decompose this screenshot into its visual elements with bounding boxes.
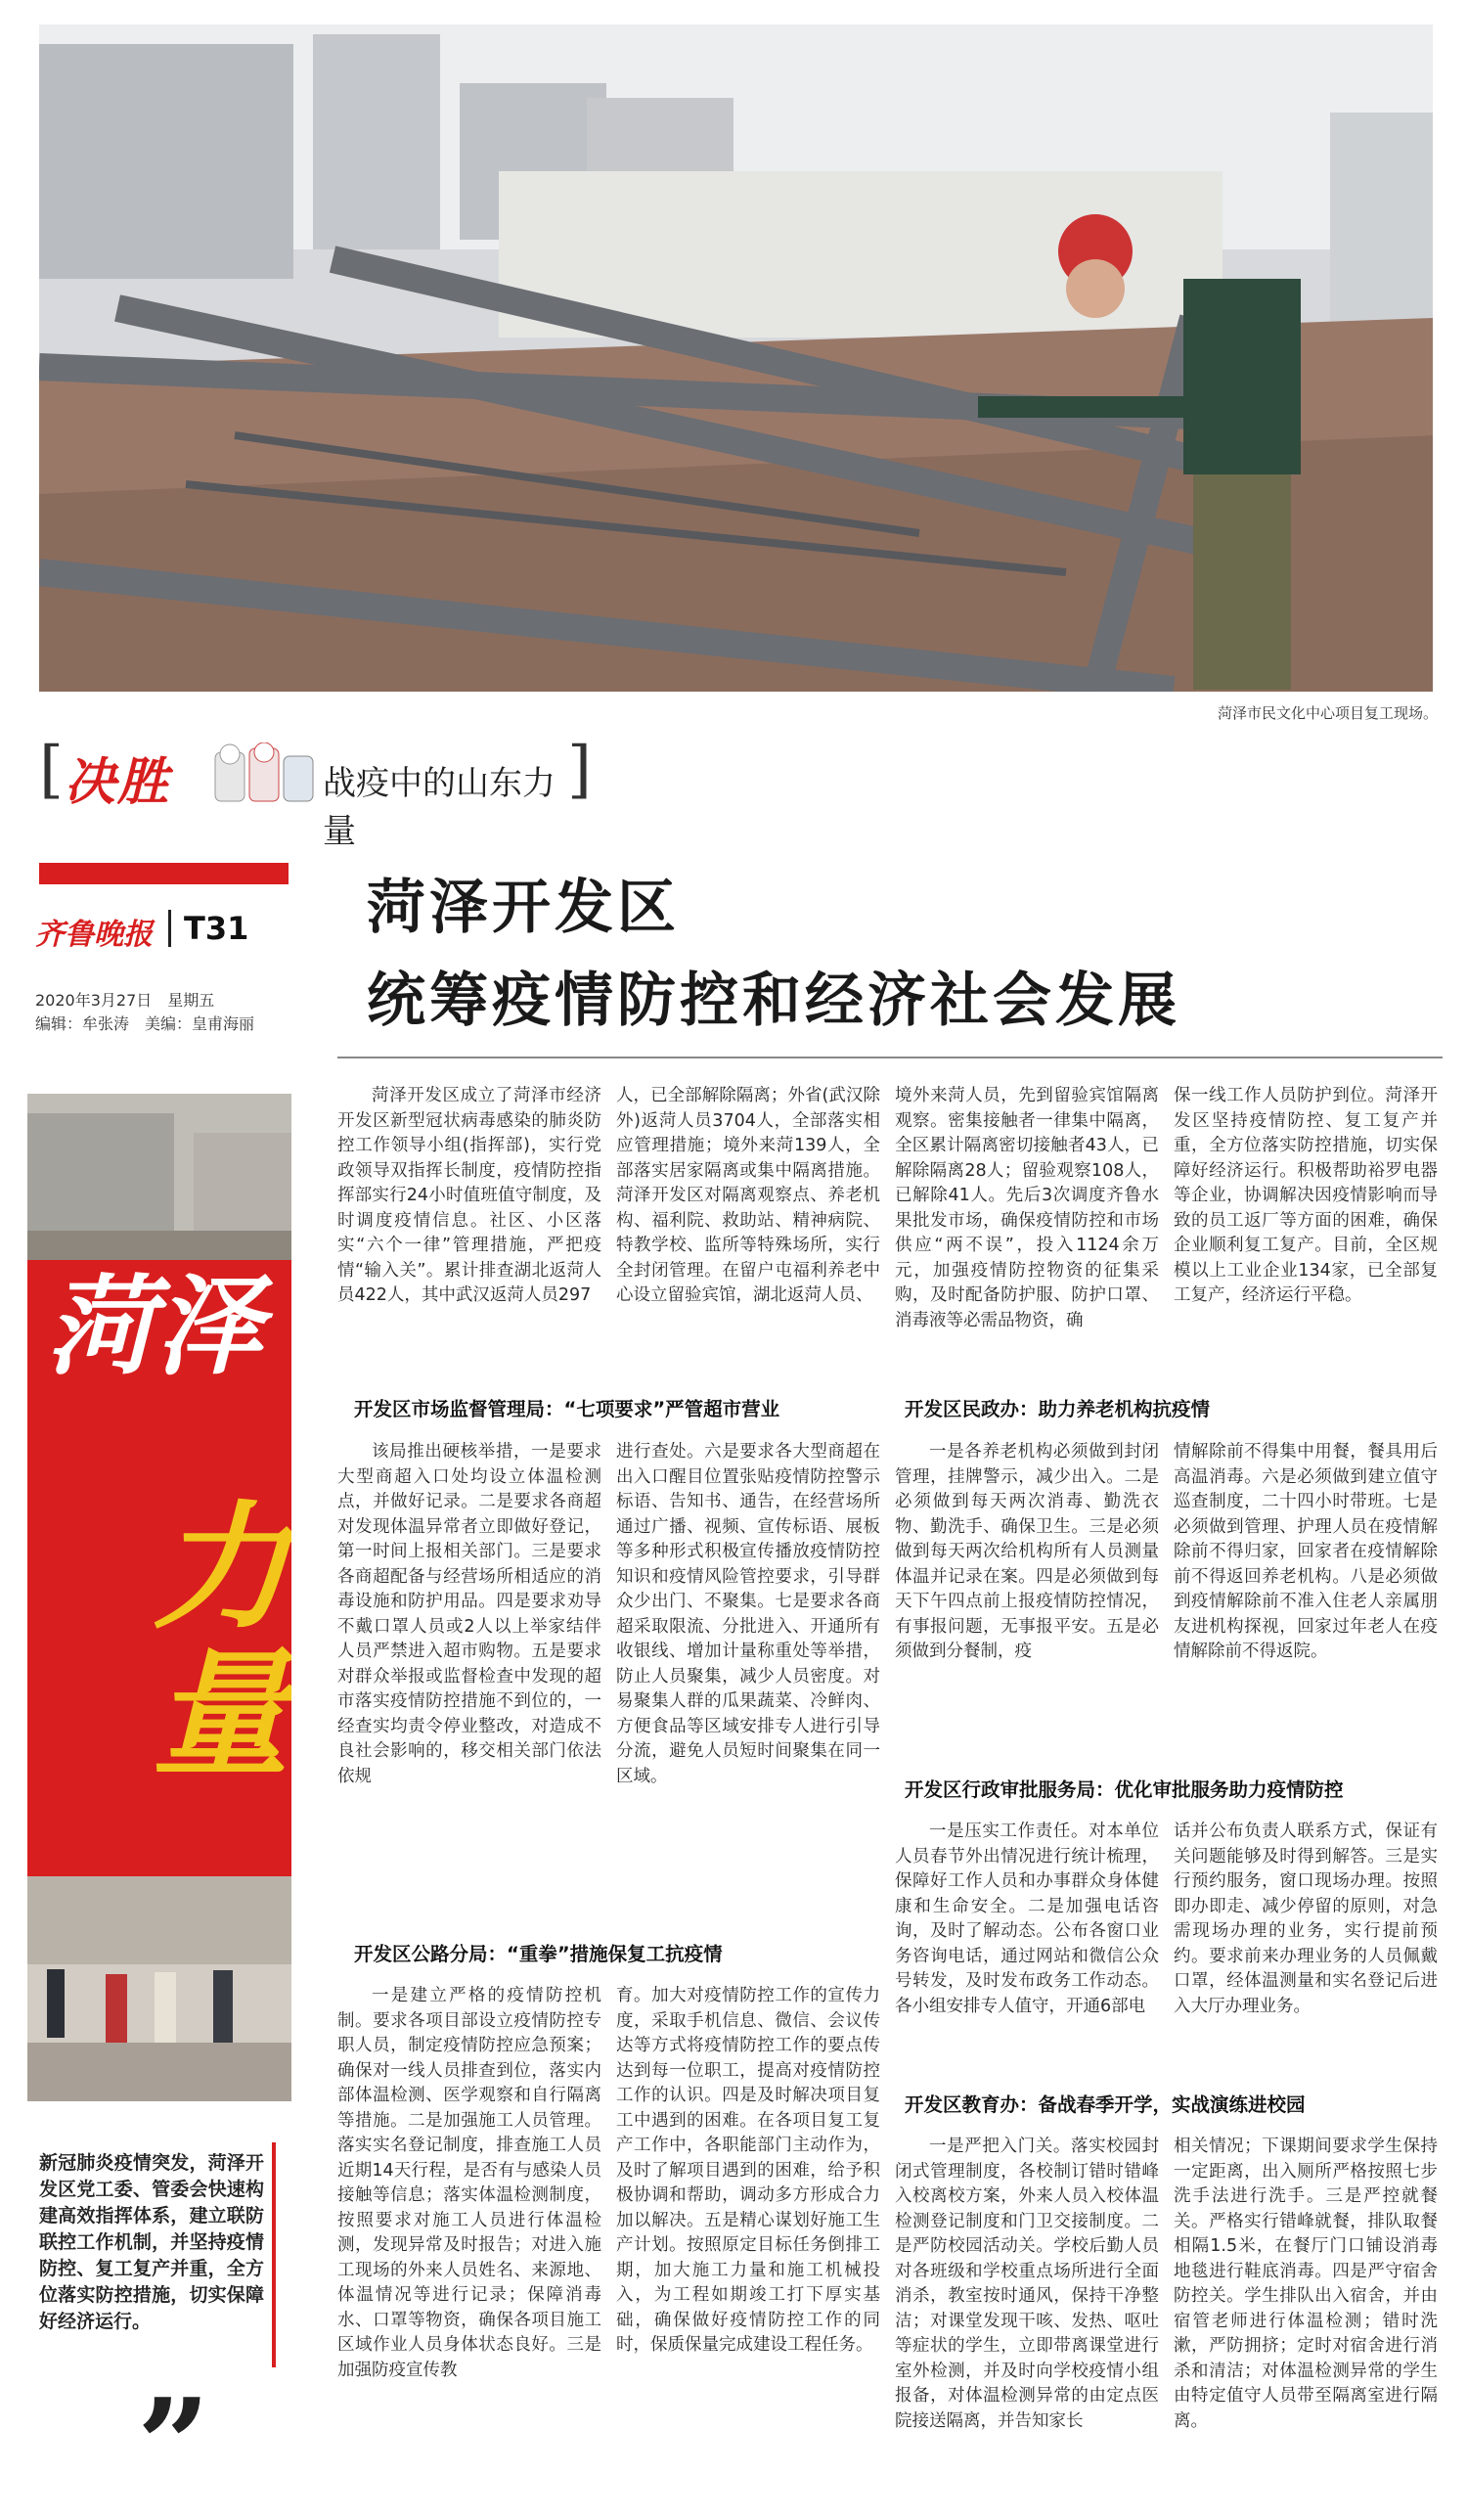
masthead-divider: [168, 910, 171, 947]
section-title-approval: 开发区行政审批服务局：优化审批服务助力疫情防控: [905, 1778, 1344, 1801]
section-title-highway: 开发区公路分局：“重拳”措施保复工抗疫情: [354, 1943, 723, 1965]
headline-rule: [337, 1057, 1443, 1058]
headline-line-2: 统筹疫情防控和经济社会发展: [367, 967, 1180, 1035]
section-highway-column-2: [616, 1984, 880, 2512]
intro-column-3: [895, 1084, 1159, 1348]
section-approval-column-2: [1174, 1820, 1438, 2074]
series-banner: [39, 734, 592, 851]
intro-column-1: [337, 1084, 601, 1348]
section-market-text-1: 该局推出硬核举措，一是要求大型商超入口处均设立体温检测点，并做好记录。二是要求各商超对发现体温异常者立即做好登记，第一时间上报相关部门。三是要求各商超配备与经营场所相适应的消毒设施和防护用品。四是要求劝导不戴口罩人员或2人以上举家结伴人员严禁进入超市购物。五是要求对群众举报或监督检查中发现的超市落实疫情防控措施不到位的，一经查实均责令停业整改，对造成不良社会影响的，移交相关部门依法依规: [337, 1442, 601, 1786]
section-title-education: 开发区教育办：备战春季开学，实战演练进校园: [905, 2093, 1306, 2116]
section-market-text-2: 进行查处。六是要求各大型商超在出入口醒目位置张贴疫情防控警示标语、告知书、通告，在经营场所通过广播、视频、宣传标语、展板等多种形式积极宣传播放疫情防控知识和疫情风险管控要求，引导群众少出门、不聚集。七是要求各商超采取限流、分批进入、开通所有收银线、增加计量称重处等举措，防止人员聚集，减少人员密度。对易聚集人群的瓜果蔬菜、冷鲜肉、方便食品等区域安排专人进行引导分流，避免人员短时间聚集在同一区域。: [616, 1442, 880, 1786]
section-highway-column-1: [337, 1984, 601, 2512]
section-title-civil-affairs: 开发区民政办：助力养老机构抗疫情: [905, 1398, 1211, 1420]
section-approval-column-1: [895, 1820, 1159, 2074]
section-approval-text-2: 话并公布负责人联系方式，保证有关问题能够及时得到解答。三是实行预约服务，窗口现场办理。按照即办即走、减少停留的原则，对急需现场办理的业务，实行提前预约。要求前来办理业务的人员佩戴口罩，经体温测量和实名登记后进入大厅办理业务。: [1174, 1822, 1438, 2016]
section-market-column-1: [337, 1440, 601, 1924]
photo-caption: 菏泽市民文化中心项目复工现场。: [1217, 704, 1438, 722]
section-market-column-2: [616, 1440, 880, 1924]
section-education-column-1: [895, 2135, 1159, 2512]
side-feature-panel: [27, 1094, 291, 2101]
intro-column-4: [1174, 1084, 1438, 1348]
summary-text: 新冠肺炎疫情突发，菏泽开发区党工委、管委会快速构建高效指挥体系，建立联防联控工作机制，并坚持疫情防控、复工复产并重，全方位落实防控措施，切实保障好经济运行。: [39, 2152, 264, 2332]
intro-text-4: 保一线工作人员防护到位。菏泽开发区坚持疫情防控、复工复产并重，全方位落实防控措施，切实保障好经济运行。积极帮助裕罗电器等企业，协调解决因疫情影响而导致的员工返厂等方面的困难，确保企业顺利复工复产。目前，全区规模以上工业企业134家，已全部复工复产，经济运行平稳。: [1174, 1086, 1438, 1305]
headline-line-1: 菏泽开发区: [367, 874, 680, 942]
section-civil-column-1: [895, 1440, 1159, 1763]
issue-date: 2020年3月27日 星期五: [35, 991, 215, 1010]
intro-text-1: 菏泽开发区成立了菏泽市经济开发区新型冠状病毒感染的肺炎防控工作领导小组(指挥部)，实行党政领导双指挥长制度，疫情防控指挥部实行24小时值班值守制度，及时调度疫情信息。社区、小区落实“六个一律”管理措施，严把疫情“输入关”。累计排查湖北返菏人员422人，其中武汉返菏人员297: [337, 1086, 601, 1305]
street-photo: [27, 1094, 291, 1260]
banner-subtitle: 战疫中的山东力量: [323, 764, 556, 851]
editor-credits: 编辑：牟张涛 美编：皇甫海丽: [35, 1014, 255, 1033]
medic-illustration-icon: [210, 742, 318, 803]
volunteers-photo: [27, 1876, 291, 2101]
section-education-column-2: [1174, 2135, 1438, 2512]
section-education-text-1: 一是严把入门关。落实校园封闭式管理制度，各校制订错时错峰入校离校方案，外来人员入校体温检测登记制度和门卫交接制度。二是严防校园活动关。学校后勤人员对各班级和学校重点场所进行全面消杀，教室按时通风，保持干净整洁；对课堂发现干咳、发热、呕吐等症状的学生，立即带离课堂进行室外检测，并及时向学校疫情小组报备，对体温检测异常的由定点医院接送隔离，并告知家长: [895, 2137, 1159, 2431]
page-code: T31: [184, 910, 249, 947]
bracket-right: ]: [567, 734, 592, 806]
side-title-liliang: 力量: [153, 1488, 290, 1795]
summary-rule: [272, 2142, 276, 2367]
intro-text-2: 人，已全部解除隔离；外省(武汉除外)返菏人员3704人，全部落实相应管理措施；境外来菏139人，全部落实居家隔离或集中隔离措施。菏泽开发区对隔离观察点、养老机构、福利院、救助站、精神病院、特教学校、监所等特殊场所，实行全封闭管理。在留户屯福利养老中心设立留验宾馆，湖北返菏人员、: [616, 1086, 880, 1305]
section-civil-text-2: 情解除前不得集中用餐，餐具用后高温消毒。六是必须做到建立值守巡查制度，二十四小时带班。七是必须做到管理、护理人员在疫情解除前不得归家，回家者在疫情解除前不得返回养老机构。八是必须做到疫情解除前不准入住老人亲属朋友进机构探视，回家过年老人在疫情解除前不得返院。: [1174, 1442, 1438, 1661]
section-civil-column-2: [1174, 1440, 1438, 1763]
side-title-heze: 菏泽: [47, 1263, 262, 1389]
intro-text-3: 境外来菏人员，先到留验宾馆隔离观察。密集接触者一律集中隔离，全区累计隔离密切接触者43人，已解除隔离28人；留验观察108人，已解除41人。先后3次调度齐鲁水果批发市场，确保疫情防控和市场供应“两不误”，投入1124余万元，加强疫情防控物资的征集采购，及时配备防护服、防护口罩、消毒液等必需品物资，确: [895, 1086, 1159, 1330]
section-highway-text-2: 育。加大对疫情防控工作的宣传力度，采取手机信息、微信、会议传达等方式将疫情防控工作的要点传达到每一位职工，提高对疫情防控工作的认识。四是及时解决项目复工中遇到的困难。在各项目复工复产工作中，各职能部门主动作为，及时了解项目遇到的困难，给予积极协调和帮助，调动多方形成合力加以解决。五是精心谋划好施工生产计划。按照原定目标任务倒排工期，加大施工力量和施工机械投入，为工程如期竣工打下厚实基础，确保做好疫情防控工作的同时，保质保量完成建设工程任务。: [616, 1986, 880, 2355]
quote-mark-icon: ”: [137, 2370, 210, 2520]
newspaper-name: 齐鲁晚报: [35, 918, 153, 952]
masthead-red-bar: [39, 863, 289, 884]
construction-photo: [39, 24, 1433, 692]
section-education-text-2: 相关情况；下课期间要求学生保持一定距离，出入厕所严格按照七步洗手法进行洗手。三是严控就餐关。严格实行错峰就餐，排队取餐相隔1.5米，在餐厅门口铺设消毒地毯进行鞋底消毒。四是严守宿舍防控关。学生排队出入宿舍，并由宿管老师进行体温检测；错时洗漱，严防拥挤；定时对宿舍进行消杀和清洁；对体温检测异常的学生由特定值守人员带至隔离室进行隔离。: [1174, 2137, 1438, 2431]
section-title-market: 开发区市场监督管理局：“七项要求”严管超市营业: [354, 1398, 780, 1420]
section-approval-text-1: 一是压实工作责任。对本单位人员春节外出情况进行统计梳理，保障好工作人员和办事群众身体健康和生命安全。二是加强电话咨询，及时了解动态。公布各窗口业务咨询电话，通过网站和微信公众号转发，及时发布政务工作动态。各小组安排专人值守，开通6部电: [895, 1822, 1159, 2016]
intro-column-2: [616, 1084, 880, 1348]
bracket-left: [: [39, 734, 64, 806]
section-civil-text-1: 一是各养老机构必须做到封闭管理，挂牌警示，减少出入。二是必须做到每天两次消毒、勤洗衣物、勤洗手、确保卫生。三是必须做到每天两次给机构所有人员测量体温并记录在案。四是必须做到每天下午四点前上报疫情防控情况，有事报问题，无事报平安。五是必须做到分餐制，疫: [895, 1442, 1159, 1661]
banner-title: 决胜: [65, 752, 171, 812]
section-highway-text-1: 一是建立严格的疫情防控机制。要求各项目部设立疫情防控专职人员，制定疫情防控应急预案；确保对一线人员排查到位，落实内部体温检测、医学观察和自行隔离等措施。二是加强施工人员管理。落实实名登记制度，排查施工人员近期14天行程，是否有与感染人员接触等信息；落实体温检测制度，按照要求对施工人员进行体温检测，发现异常及时报告；对进入施工现场的外来人员姓名、来源地、体温情况等进行记录；保障消毒水、口罩等物资，确保各项目施工区域作业人员身体状态良好。三是加强防疫宣传教: [337, 1986, 601, 2380]
